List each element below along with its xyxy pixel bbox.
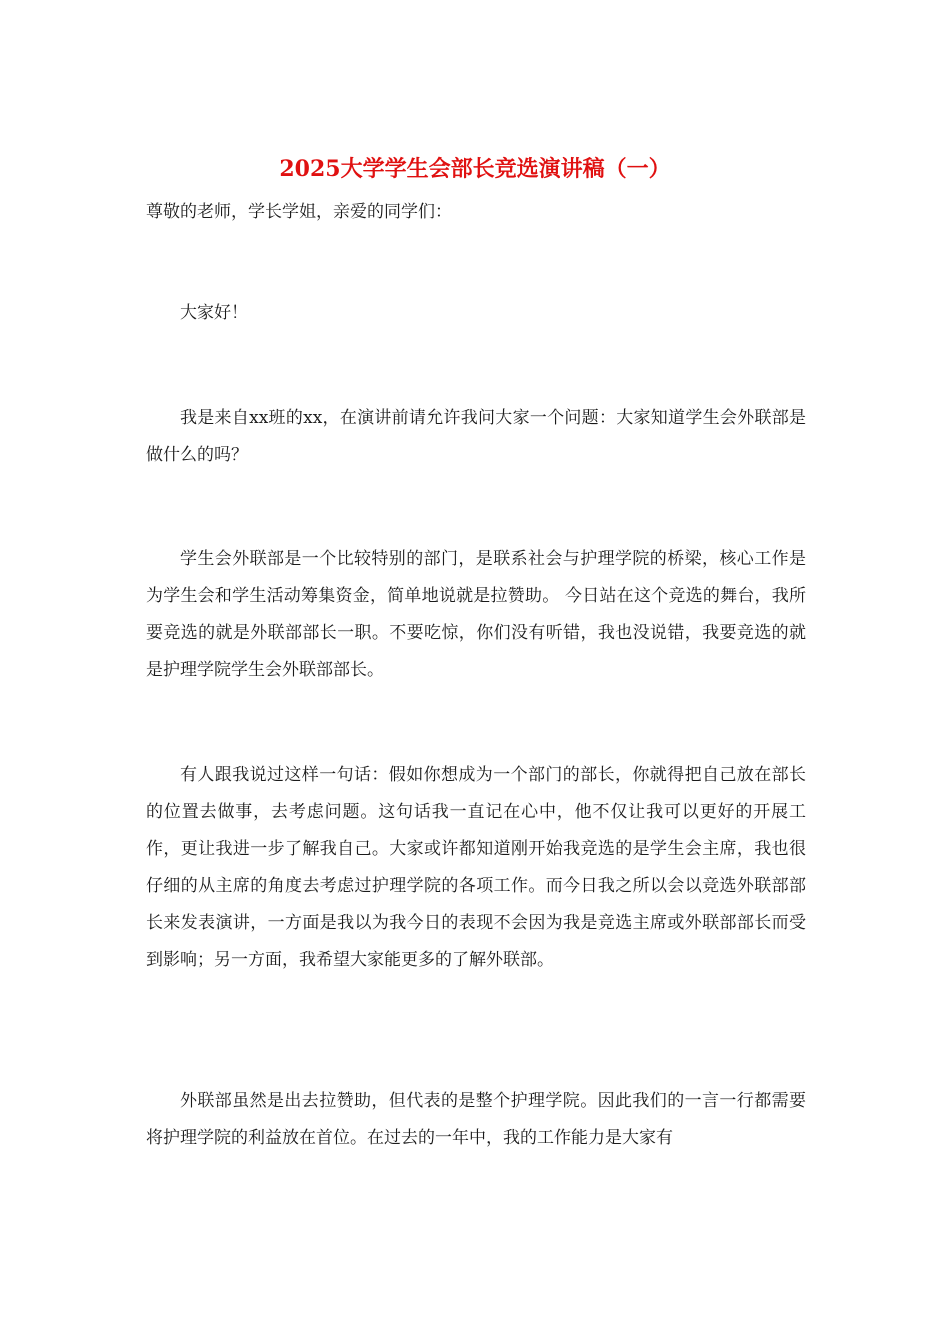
paragraph-department-description: 学生会外联部是一个比较特别的部门，是联系社会与护理学院的桥梁，核心工作是为学生会和学生活动筹集资金，简单地说就是拉赞助。 今日站在这个竞选的舞台，我所要竞选的就是外联部部长一职。不要吃惊，你们没有听错，我也没说错，我要竞选的就是护理学院学生会外联部部长。: [146, 549, 806, 680]
paragraph-motivation: 有人跟我说过这样一句话：假如你想成为一个部门的部长，你就得把自己放在部长的位置去做事，去考虑问题。这句话我一直记在心中，他不仅让我可以更好的开展工作，更让我进一步了解我自己。大家或许都知道刚开始我竞选的是学生会主席，我也很仔细的从主席的角度去考虑过护理学院的各项工作。而今日我之所以会以竞选外联部部长来发表演讲，一方面是我以为我今日的表现不会因为我是竞选主席或外联部部长而受到影响；另一方面，我希望大家能更多的了解外联部。: [146, 765, 806, 970]
paragraph-introduction: 我是来自xx班的xx，在演讲前请允许我问大家一个问题：大家知道学生会外联部是做什么的吗？: [146, 408, 806, 465]
document-title: 2025大学学生会部长竞选演讲稿（一）: [279, 156, 671, 182]
paragraph-responsibility: 外联部虽然是出去拉赞助，但代表的是整个护理学院。因此我们的一言一行都需要将护理学院的利益放在首位。在过去的一年中，我的工作能力是大家有: [146, 1091, 806, 1148]
paragraph-greeting: 大家好！: [180, 303, 248, 323]
salutation: 尊敬的老师，学长学姐，亲爱的同学们：: [146, 202, 452, 222]
